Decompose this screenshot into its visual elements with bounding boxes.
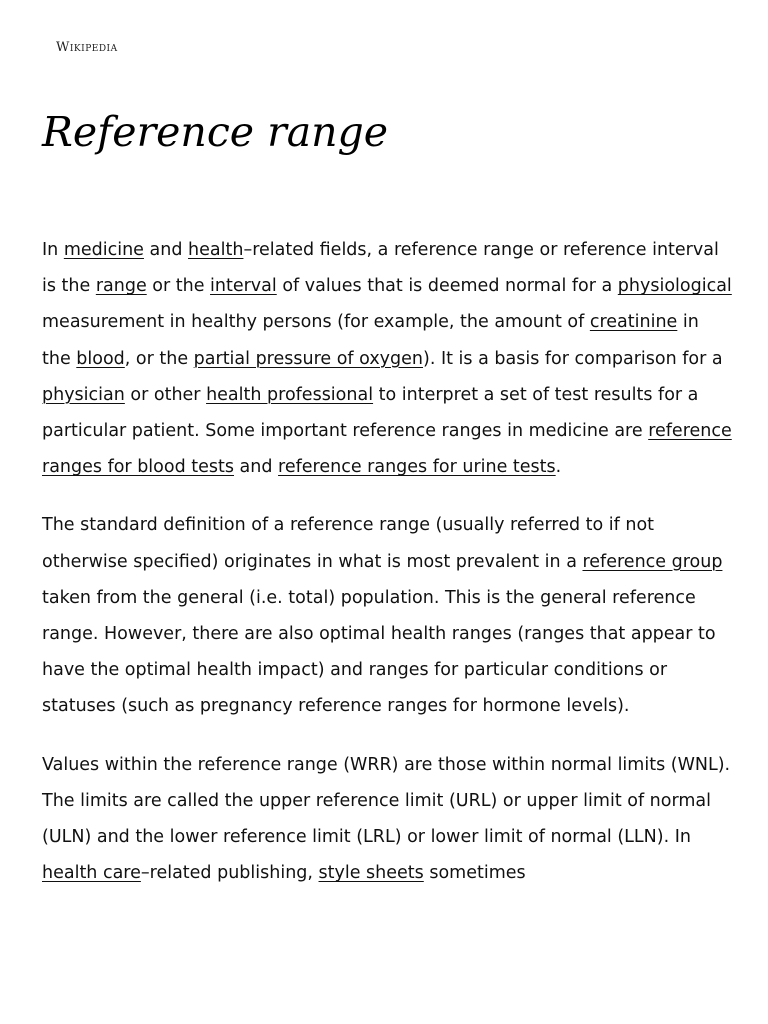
- link-reference-ranges-blood-tests[interactable]: reference ranges for blood tests: [42, 421, 732, 478]
- paragraph-limits: [42, 747, 732, 892]
- link-creatinine[interactable]: creatinine: [589, 312, 678, 333]
- text: measurement in healthy persons (for example, the amount of: [42, 312, 590, 333]
- article-body: [42, 232, 732, 913]
- paragraph-intro: [42, 232, 732, 485]
- text: or the: [146, 276, 211, 297]
- text: and: [233, 457, 279, 478]
- text: –related fields, a reference range or reference interval is the: [42, 240, 719, 297]
- text: The standard definition of a reference range (usually referred to if not otherwise specified) originates in what is most prevalent in a: [42, 515, 655, 572]
- text: Values within the reference range (WRR) are those within normal limits (WNL). The limits are called the upper reference limit (URL) or upper limit of normal (ULN) and the lower reference limit (LRL) or lower limit of normal (LLN). In: [42, 754, 731, 848]
- link-reference-group[interactable]: reference group: [582, 551, 723, 572]
- link-physician[interactable]: physician: [42, 384, 125, 405]
- link-interval[interactable]: interval: [210, 276, 277, 297]
- wikipedia-wordmark[interactable]: Wikipedia: [56, 40, 118, 55]
- link-blood[interactable]: blood: [76, 348, 125, 369]
- text: to interpret a set of test results for a particular patient. Some important reference ranges in medicine are: [42, 384, 699, 442]
- page-title: Reference range: [42, 108, 389, 156]
- link-health[interactable]: health: [188, 240, 244, 260]
- link-range[interactable]: range: [95, 276, 147, 297]
- text: taken from the general (i.e. total) population. This is the general reference range. However, there are also optimal health ranges (ranges that appear to have the optimal health impact) and ranges for particular conditions or statuses (such as pregnancy reference ranges for hormone levels).: [42, 587, 716, 717]
- text: , or the: [124, 348, 194, 369]
- link-health-care[interactable]: health care: [42, 863, 141, 884]
- link-reference-ranges-urine-tests[interactable]: reference ranges for urine tests: [278, 457, 556, 478]
- text: .: [555, 457, 562, 478]
- text: and: [143, 240, 189, 260]
- text: In: [42, 240, 64, 260]
- link-style-sheets[interactable]: style sheets: [318, 863, 424, 884]
- link-partial-pressure-of-oxygen[interactable]: partial pressure of oxygen: [193, 348, 424, 369]
- link-physiological[interactable]: physiological: [617, 276, 732, 297]
- link-health-professional[interactable]: health professional: [206, 384, 374, 405]
- text: sometimes: [423, 863, 526, 884]
- text: in the: [42, 312, 699, 369]
- text: ). It is a basis for comparison for a: [423, 348, 723, 369]
- link-medicine[interactable]: medicine: [63, 240, 144, 260]
- paragraph-standard-definition: [42, 507, 732, 724]
- text: or other: [124, 384, 207, 405]
- text: of values that is deemed normal for a: [276, 276, 618, 297]
- text: –related publishing,: [140, 863, 319, 884]
